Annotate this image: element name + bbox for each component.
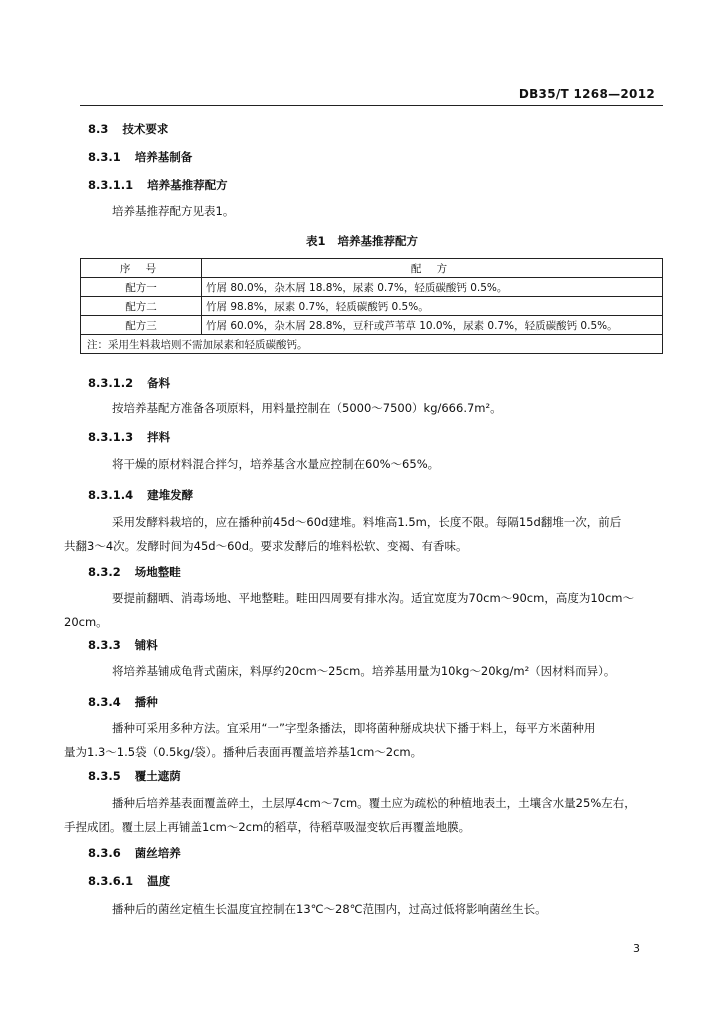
paragraph-line: 要提前翻晒、消毒场地、平地整畦。畦田四周要有排水沟。适宜宽度为70cm～90cm，高度为10cm～ (112, 591, 634, 605)
heading-8-3-1-4 (88, 487, 193, 503)
paragraph-line: 量为1.3～1.5袋（0.5kg/袋）。播种后表面再覆盖培养基1cm～2cm。 (64, 745, 423, 759)
heading-number: 8.3.1.4 (88, 488, 134, 502)
heading-number: 8.3.6.1 (88, 874, 134, 888)
header-rule (80, 105, 663, 106)
heading-number: 8.3.1 (88, 150, 121, 164)
heading-number: 8.3.1.3 (88, 430, 134, 444)
heading-title: 温度 (147, 874, 171, 888)
paragraph-line: 培养基推荐配方见表1。 (112, 204, 235, 218)
heading-title: 场地整畦 (134, 565, 181, 579)
heading-title: 技术要求 (122, 122, 169, 136)
heading-number: 8.3.1.2 (88, 376, 134, 390)
table-row (81, 316, 663, 335)
heading-title: 覆土遮荫 (134, 769, 181, 783)
heading-8-3-1-3 (88, 429, 170, 445)
heading-8-3 (88, 121, 168, 137)
heading-8-3-2 (88, 564, 181, 580)
heading-title: 培养基制备 (134, 150, 193, 164)
table-header-row (81, 259, 663, 278)
heading-8-3-4 (88, 694, 158, 710)
table-row (81, 297, 663, 316)
paragraph-line: 播种可采用多种方法。宜采用“一”字型条播法，即将菌种掰成块状下播于料上，每平方米菌种用 (112, 721, 596, 735)
heading-number: 8.3.4 (88, 695, 121, 709)
table-title: 培养基推荐配方 (337, 234, 418, 248)
paragraph-line: 采用发酵料栽培的，应在播种前45d～60d建堆。料堆高1.5m，长度不限。每隔15d翻堆一次，前后 (112, 515, 622, 529)
heading-title: 备料 (147, 376, 171, 390)
paragraph-8-3-1-3 (88, 452, 658, 476)
heading-title: 铺料 (134, 638, 158, 652)
heading-number: 8.3.1.1 (88, 178, 134, 192)
column-header-recipe: 配 方 (202, 259, 663, 278)
heading-number: 8.3.6 (88, 846, 121, 860)
heading-title: 菌丝培养 (134, 846, 181, 860)
paragraph-line: 手捏成团。覆土层上再铺盖1cm～2cm的稻草，待稻草吸湿变软后再覆盖地膜。 (64, 820, 471, 834)
paragraph-line: 播种后的菌丝定植生长温度宜控制在13℃～28℃范围内，过高过低将影响菌丝生长。 (112, 902, 547, 916)
heading-8-3-6-1 (88, 873, 170, 889)
paragraph-8-3-5 (64, 791, 658, 839)
paragraph-line: 共翻3～4次。发酵时间为45d～60d。要求发酵后的堆料松软、变褐、有香味。 (64, 539, 468, 553)
paragraph-line: 将培养基铺成龟背式菌床，料厚约20cm～25cm。培养基用量为10kg～20kg/m²（因材料而异）。 (112, 664, 616, 678)
recipe-name-cell: 配方三 (81, 316, 202, 335)
heading-number: 8.3.5 (88, 769, 121, 783)
table-caption (0, 233, 724, 249)
standard-code: DB35/T 1268—2012 (518, 87, 655, 101)
recipe-content-cell: 竹屑 80.0%，杂木屑 18.8%，尿素 0.7%，轻质碳酸钙 0.5%。 (202, 278, 663, 297)
table-row (81, 278, 663, 297)
heading-number: 8.3 (88, 122, 109, 136)
recipe-content-cell: 竹屑 60.0%，杂木屑 28.8%，豆秆或芦苇草 10.0%，尿素 0.7%，轻质碳酸钙 0.5%。 (202, 316, 663, 335)
paragraph-line: 将干燥的原材料混合拌匀，培养基含水量应控制在60%～65%。 (112, 457, 440, 471)
heading-8-3-6 (88, 845, 181, 861)
page-number: 3 (633, 942, 640, 955)
heading-8-3-1 (88, 149, 192, 165)
heading-title: 播种 (134, 695, 158, 709)
recipe-name-cell: 配方二 (81, 297, 202, 316)
paragraph-8-3-3 (88, 659, 658, 683)
heading-8-3-5 (88, 768, 181, 784)
recipe-content-cell: 竹屑 98.8%，尿素 0.7%，轻质碳酸钙 0.5%。 (202, 297, 663, 316)
paragraph-8-3-6-1 (88, 897, 658, 921)
paragraph-line: 播种后培养基表面覆盖碎土，土层厚4cm～7cm。覆土应为疏松的种植地表土，土壤含水量25%左右， (112, 796, 636, 810)
heading-title: 拌料 (147, 430, 171, 444)
table-number: 表1 (305, 234, 326, 248)
paragraph-line: 按培养基配方准备各项原料，用料量控制在（5000～7500）kg/666.7m²。 (112, 401, 502, 415)
paragraph-8-3-1-1 (88, 199, 658, 223)
heading-title: 培养基推荐配方 (147, 178, 228, 192)
table-note: 注：采用生料栽培则不需加尿素和轻质碳酸钙。 (81, 335, 663, 354)
paragraph-8-3-2 (64, 586, 658, 634)
heading-title: 建堆发酵 (147, 488, 194, 502)
paragraph-line: 20cm。 (64, 615, 108, 629)
heading-8-3-1-1 (88, 177, 228, 193)
heading-8-3-3 (88, 637, 158, 653)
table-note-row (81, 335, 663, 354)
paragraph-8-3-1-4 (64, 510, 658, 558)
paragraph-8-3-4 (64, 716, 658, 764)
paragraph-8-3-1-2 (88, 396, 658, 420)
column-header-number: 序 号 (81, 259, 202, 278)
recipe-name-cell: 配方一 (81, 278, 202, 297)
heading-number: 8.3.2 (88, 565, 121, 579)
recipe-table (80, 258, 663, 354)
heading-8-3-1-2 (88, 375, 170, 391)
heading-number: 8.3.3 (88, 638, 121, 652)
